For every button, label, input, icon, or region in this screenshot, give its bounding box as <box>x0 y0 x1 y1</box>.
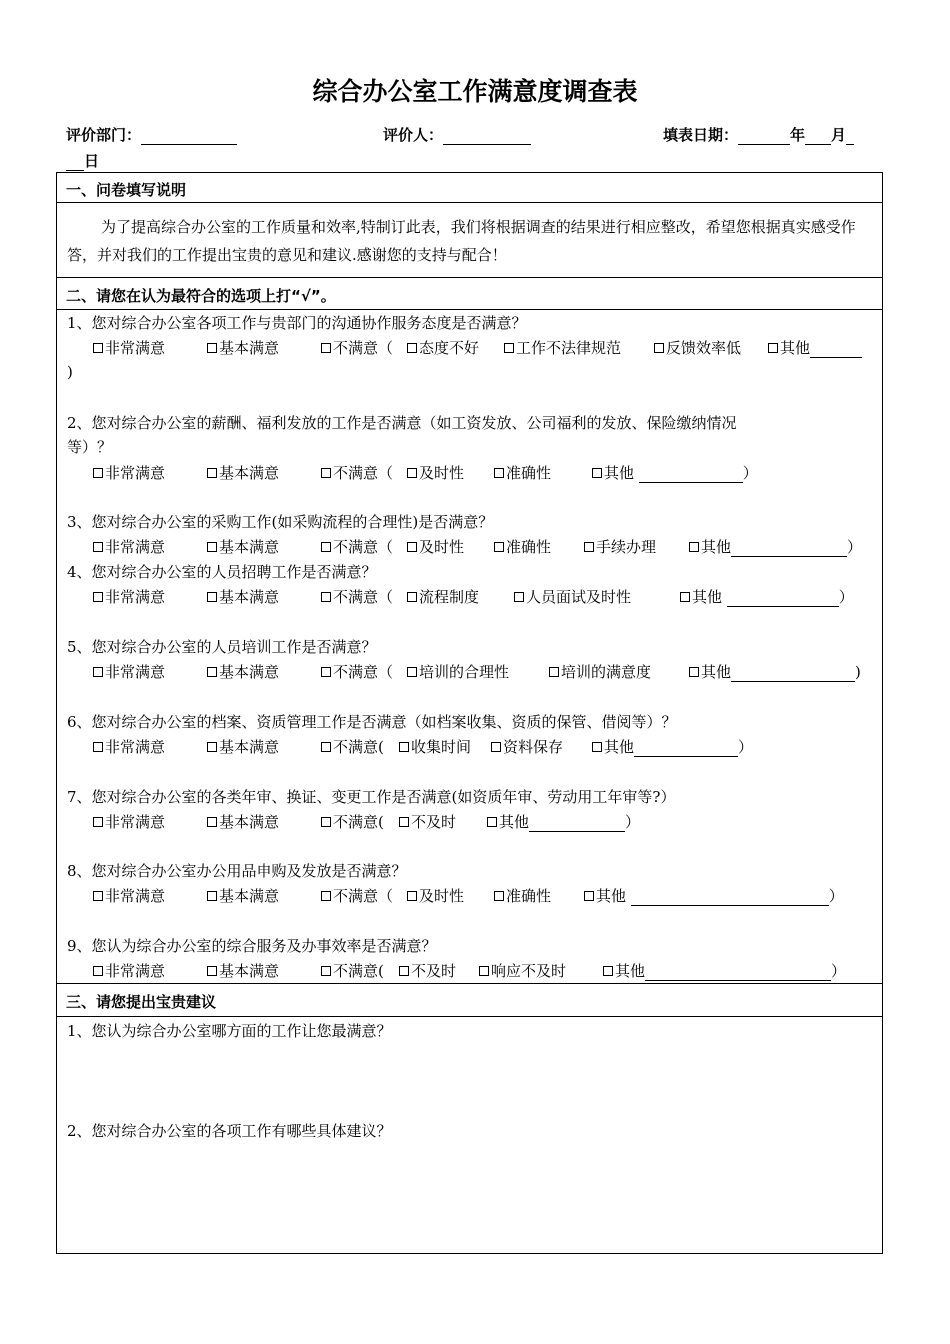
option-checkbox[interactable]: 及时性 <box>407 886 464 906</box>
option-checkbox[interactable]: 不满意（ <box>321 338 393 358</box>
checkbox-icon <box>407 343 417 353</box>
checkbox-icon <box>654 343 664 353</box>
suggestion-question-2: 2、您对综合办公室的各项工作有哪些具体建议？ <box>67 1122 392 1140</box>
option-checkbox[interactable]: 不满意（ <box>321 587 393 607</box>
option-checkbox[interactable]: 资料保存 <box>491 737 563 757</box>
checkbox-icon <box>407 891 417 901</box>
option-checkbox[interactable]: 流程制度 <box>407 587 479 607</box>
other-input[interactable] <box>810 342 862 358</box>
option-checkbox[interactable]: 准确性 <box>494 886 551 906</box>
option-checkbox[interactable]: 基本满意 <box>207 961 279 981</box>
checkbox-icon <box>93 891 103 901</box>
checkbox-icon <box>584 891 594 901</box>
option-checkbox[interactable]: 基本满意 <box>207 737 279 757</box>
option-checkbox[interactable]: 工作不法律规范 <box>504 338 621 358</box>
question-4: 4、您对综合办公室的人员招聘工作是否满意？ <box>67 563 377 581</box>
checkbox-icon <box>93 966 103 976</box>
option-checkbox[interactable]: 培训的合理性 <box>407 662 509 682</box>
divider <box>57 202 882 203</box>
checkbox-icon <box>321 966 331 976</box>
checkbox-icon <box>584 542 594 552</box>
suggestion-question-1: 1、您认为综合办公室哪方面的工作让您最满意？ <box>67 1022 392 1040</box>
checkbox-icon <box>207 966 217 976</box>
option-checkbox[interactable]: 不及时 <box>399 961 456 981</box>
question-1: 1、您对综合办公室各项工作与贵部门的沟通协作服务态度是否满意？ <box>67 314 527 332</box>
checkbox-icon <box>321 468 331 478</box>
checkbox-icon <box>680 592 690 602</box>
checkbox-icon <box>768 343 778 353</box>
option-checkbox[interactable]: 不满意（ <box>321 463 393 483</box>
option-checkbox[interactable]: 不满意( <box>321 737 384 757</box>
checkbox-icon <box>321 891 331 901</box>
question-2-cont: 等）？ <box>67 438 113 456</box>
option-checkbox[interactable]: 基本满意 <box>207 886 279 906</box>
day-label: 日 <box>84 152 100 170</box>
checkbox-icon <box>321 343 331 353</box>
option-checkbox[interactable]: 准确性 <box>494 537 551 557</box>
other-input[interactable] <box>634 741 738 757</box>
option-checkbox[interactable]: 其他 ） <box>603 961 846 981</box>
person-label: 评价人： <box>383 126 444 144</box>
other-input[interactable] <box>645 965 831 981</box>
option-checkbox[interactable]: 手续办理 <box>584 537 656 557</box>
checkbox-icon <box>399 742 409 752</box>
checkbox-icon <box>207 343 217 353</box>
option-checkbox[interactable]: 其他 ） <box>592 463 758 483</box>
checkbox-icon <box>407 667 417 677</box>
survey-table <box>56 172 883 1254</box>
divider <box>57 983 882 984</box>
checkbox-icon <box>93 742 103 752</box>
option-checkbox[interactable]: 基本满意 <box>207 812 279 832</box>
option-checkbox[interactable]: 反馈效率低 <box>654 338 741 358</box>
checkbox-icon <box>407 468 417 478</box>
section1-text: 为了提高综合办公室的工作质量和效率,特制订此表，我们将根据调查的结果进行相应整改，希望您根据真实感受作答，并对我们的工作提出宝贵的意见和建议.感谢您的支持与配合！ <box>67 218 856 264</box>
checkbox-icon <box>93 542 103 552</box>
option-checkbox[interactable]: 其他 ） <box>689 537 862 557</box>
option-checkbox[interactable]: 态度不好 <box>407 338 479 358</box>
day-input-part2[interactable] <box>66 154 84 171</box>
month-label: 月 <box>831 126 847 144</box>
option-checkbox[interactable]: 人员面试及时性 <box>514 587 631 607</box>
checkbox-icon <box>479 966 489 976</box>
option-checkbox[interactable]: 不满意（ <box>321 662 393 682</box>
option-checkbox[interactable]: 及时性 <box>407 537 464 557</box>
option-checkbox[interactable]: 非常满意 <box>93 338 165 358</box>
checkbox-icon <box>494 468 504 478</box>
section3-heading: 三、请您提出宝贵建议 <box>66 993 217 1011</box>
option-checkbox[interactable]: 其他 <box>768 338 862 358</box>
option-checkbox[interactable]: 基本满意 <box>207 537 279 557</box>
divider <box>57 277 882 278</box>
checkbox-icon <box>93 817 103 827</box>
question-2: 2、您对综合办公室的薪酬、福利发放的工作是否满意（如工资发放、公司福利的发放、保险缴纳情况 <box>67 414 737 432</box>
question-1-close: ) <box>67 363 73 381</box>
checkbox-icon <box>399 817 409 827</box>
option-checkbox[interactable]: 培训的满意度 <box>549 662 651 682</box>
question-9: 9、您认为综合办公室的综合服务及办事效率是否满意？ <box>67 937 437 955</box>
divider <box>57 1016 882 1017</box>
option-checkbox[interactable]: 收集时间 <box>399 737 471 757</box>
option-checkbox[interactable]: 不满意( <box>321 812 384 832</box>
checkbox-icon <box>494 542 504 552</box>
checkbox-icon <box>494 891 504 901</box>
checkbox-icon <box>93 667 103 677</box>
checkbox-icon <box>93 468 103 478</box>
option-checkbox[interactable]: 其他 ） <box>680 587 854 607</box>
year-input[interactable] <box>738 128 790 145</box>
option-checkbox[interactable]: 不及时 <box>399 812 456 832</box>
checkbox-icon <box>689 542 699 552</box>
option-checkbox[interactable]: 基本满意 <box>207 338 279 358</box>
checkbox-icon <box>407 592 417 602</box>
option-checkbox[interactable]: 及时性 <box>407 463 464 483</box>
checkbox-icon <box>321 542 331 552</box>
year-label: 年 <box>790 126 806 144</box>
checkbox-icon <box>207 667 217 677</box>
other-input[interactable] <box>631 890 829 906</box>
question-3: 3、您对综合办公室的采购工作(如采购流程的合理性)是否满意？ <box>67 513 494 531</box>
option-checkbox[interactable]: 其他 ） <box>487 812 640 832</box>
option-checkbox[interactable]: 准确性 <box>494 463 551 483</box>
option-checkbox[interactable]: 非常满意 <box>93 961 165 981</box>
dept-label: 评价部门： <box>66 126 142 144</box>
option-checkbox[interactable]: 其他 ） <box>584 886 844 906</box>
day-input-part1[interactable] <box>846 128 854 145</box>
question-5: 5、您对综合办公室的人员培训工作是否满意？ <box>67 638 377 656</box>
option-checkbox[interactable]: 非常满意 <box>93 463 165 483</box>
checkbox-icon <box>603 966 613 976</box>
checkbox-icon <box>549 667 559 677</box>
option-checkbox[interactable]: 基本满意 <box>207 587 279 607</box>
question-8: 8、您对综合办公室办公用品申购及发放是否满意？ <box>67 862 407 880</box>
checkbox-icon <box>514 592 524 602</box>
option-checkbox[interactable]: 不满意（ <box>321 886 393 906</box>
checkbox-icon <box>592 742 602 752</box>
checkbox-icon <box>407 542 417 552</box>
checkbox-icon <box>207 817 217 827</box>
option-checkbox[interactable]: 其他 ) <box>689 662 861 682</box>
option-checkbox[interactable]: 响应不及时 <box>479 961 566 981</box>
person-field <box>383 124 531 145</box>
date-field <box>663 124 854 145</box>
section1-heading: 一、问卷填写说明 <box>66 181 187 199</box>
section2-heading: 二、请您在认为最符合的选项上打“√”。 <box>66 287 336 305</box>
option-checkbox[interactable]: 非常满意 <box>93 886 165 906</box>
other-input[interactable] <box>731 541 847 557</box>
checkbox-icon <box>504 343 514 353</box>
question-7: 7、您对综合办公室的各类年审、换证、变更工作是否满意(如资质年审、劳动用工年审等?） <box>67 788 676 806</box>
option-checkbox[interactable]: 非常满意 <box>93 587 165 607</box>
divider <box>57 309 882 310</box>
checkbox-icon <box>207 542 217 552</box>
checkbox-icon <box>592 468 602 478</box>
date-label: 填表日期： <box>663 126 739 144</box>
dept-field <box>66 124 237 145</box>
option-checkbox[interactable]: 非常满意 <box>93 737 165 757</box>
checkbox-icon <box>207 742 217 752</box>
person-input[interactable] <box>443 128 531 145</box>
checkbox-icon <box>689 667 699 677</box>
checkbox-icon <box>321 667 331 677</box>
checkbox-icon <box>321 742 331 752</box>
option-checkbox[interactable]: 基本满意 <box>207 463 279 483</box>
option-checkbox[interactable]: 不满意( <box>321 961 384 981</box>
checkbox-icon <box>93 343 103 353</box>
checkbox-icon <box>491 742 501 752</box>
other-input[interactable] <box>727 591 839 607</box>
day-field <box>66 150 99 171</box>
other-input[interactable] <box>639 467 743 483</box>
option-checkbox[interactable]: 其他 ） <box>592 737 753 757</box>
checkbox-icon <box>321 817 331 827</box>
option-checkbox[interactable]: 非常满意 <box>93 662 165 682</box>
other-input[interactable] <box>529 816 625 832</box>
checkbox-icon <box>207 468 217 478</box>
question-6: 6、您对综合办公室的档案、资质管理工作是否满意（如档案收集、资质的保管、借阅等）？ <box>67 713 677 731</box>
checkbox-icon <box>399 966 409 976</box>
checkbox-icon <box>93 592 103 602</box>
checkbox-icon <box>207 891 217 901</box>
option-checkbox[interactable]: 基本满意 <box>207 662 279 682</box>
checkbox-icon <box>487 817 497 827</box>
checkbox-icon <box>207 592 217 602</box>
dept-input[interactable] <box>141 128 237 145</box>
option-checkbox[interactable]: 非常满意 <box>93 812 165 832</box>
option-checkbox[interactable]: 非常满意 <box>93 537 165 557</box>
option-checkbox[interactable]: 不满意（ <box>321 537 393 557</box>
other-input[interactable] <box>731 666 855 682</box>
month-input[interactable] <box>805 128 831 145</box>
page-title: 综合办公室工作满意度调查表 <box>312 77 638 106</box>
checkbox-icon <box>321 592 331 602</box>
